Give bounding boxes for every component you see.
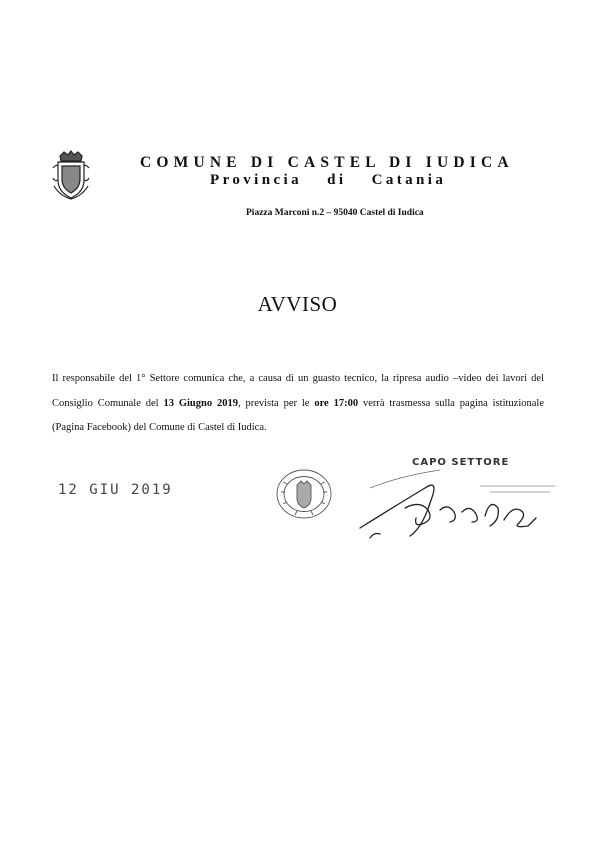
notice-title: AVVISO [257,292,338,316]
office-address: Piazza Marconi n.2 – 95040 Castel di Iudica [246,208,424,218]
notice-body [52,367,544,441]
municipality-name: COMUNE DI CASTEL DI IUDICA [140,154,514,171]
province-name: Provincia di Catania [210,172,447,188]
notice-text-part3: verrà trasmessa sulla pagina istituzionale (Pagina Facebook) del Comune di Castel di Iudica. [52,397,544,433]
notice-text-part1: Il responsabile del 1° Settore comunica che, a causa di un guasto tecnico, la ripresa audio –video dei lavori del Consiglio Comunale del [52,373,544,409]
signer-role: CAPO SETTORE [412,457,510,468]
date-stamp: 12 GIU 2019 [58,482,173,498]
notice-text-part2: , prevista per le [237,397,315,409]
council-date: 13 Giugno 2019 [163,397,238,409]
municipal-crest-icon [50,150,92,200]
official-seal-icon [275,468,333,520]
council-time: ore 17:00 [314,397,359,409]
